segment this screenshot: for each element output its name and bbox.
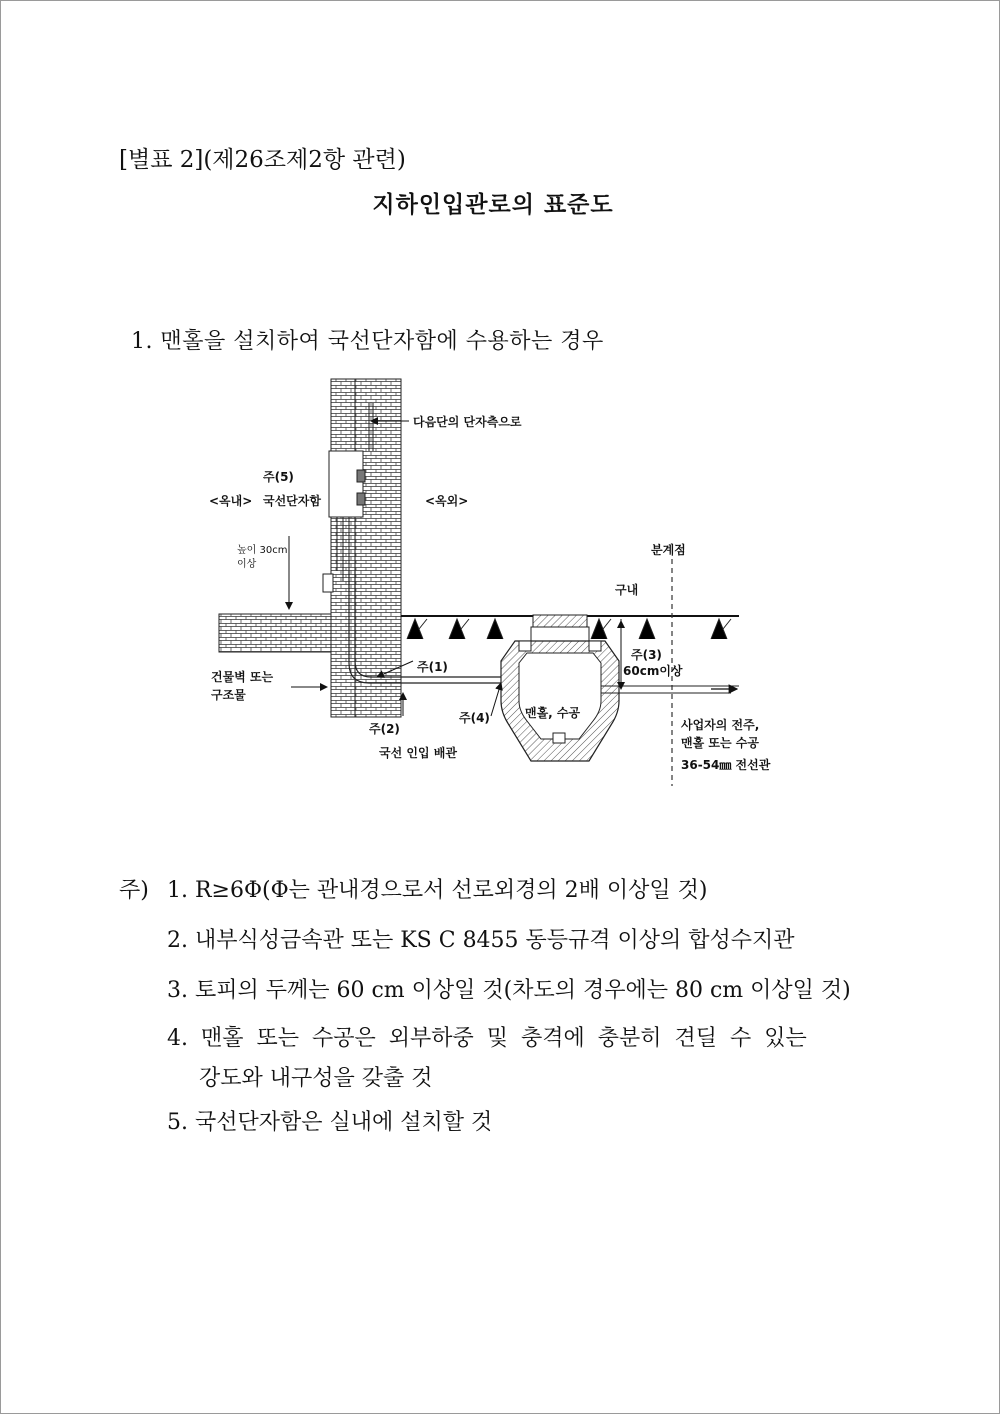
label-inlet-pipe: 국선 인입 배관	[379, 746, 457, 760]
label-manhole: 맨홀, 수공	[525, 706, 581, 720]
manhole-cover	[533, 615, 587, 627]
note-item-2: 2. 내부식성금속관 또는 KS C 8455 동등규격 이상의 합성수지관	[167, 928, 795, 953]
label-note3: 주(3)	[631, 648, 662, 662]
floor-slab	[219, 614, 331, 652]
note-item-5: 5. 국선단자함은 실내에 설치할 것	[167, 1110, 493, 1135]
manhole-collar-right	[589, 641, 601, 651]
terminal-connector-upper	[357, 470, 365, 482]
label-note2: 주(2)	[369, 722, 400, 736]
label-outdoor: <옥외>	[425, 494, 469, 508]
label-provider-line2: 맨홀 또는 수공	[681, 736, 759, 750]
label-depth: 60cm이상	[623, 664, 683, 678]
terminal-box-shape	[329, 451, 363, 517]
document-title	[1, 186, 1001, 219]
label-conduit: 36-54㎜ 전선관	[681, 758, 771, 772]
underground-conduit-diagram	[191, 371, 771, 796]
terminal-connector-lower	[357, 493, 365, 505]
label-indoor: <옥내>	[209, 494, 253, 508]
section-heading: 1. 맨홀을 설치하여 국선단자함에 수용하는 경우	[131, 329, 604, 354]
manhole-collar-left	[519, 641, 531, 651]
leader-note4	[491, 683, 501, 716]
manhole-neck	[531, 627, 589, 641]
annex-reference: [별표 2](제26조제2항 관련)	[119, 147, 406, 173]
label-building-line1: 건물벽 또는	[211, 670, 274, 684]
manhole-sump	[553, 733, 565, 743]
document-title-text: 지하인입관로의 표준도	[372, 191, 614, 218]
label-note5: 주(5)	[263, 470, 294, 484]
label-building-line2: 구조물	[211, 688, 246, 702]
label-height-line2: 이상	[237, 559, 257, 570]
notes-prefix: 주)	[119, 878, 149, 903]
note-item-3: 3. 토피의 두께는 60 cm 이상일 것(차도의 경우에는 80 cm 이상일 것)	[167, 978, 851, 1003]
manhole-cavity	[519, 653, 601, 739]
note-item-1: 1. R≥6Φ(Φ는 관내경으로서 선로외경의 2배 이상일 것)	[167, 878, 708, 903]
label-note4: 주(4)	[459, 711, 490, 725]
cable-clamp	[323, 574, 333, 592]
label-premises: 구내	[615, 583, 639, 597]
label-height-line1: 높이 30cm	[237, 545, 288, 556]
label-next-terminal: 다음단의 단자측으로	[413, 415, 522, 429]
note-item-4: 4. 맨홀 또는 수공은 외부하중 및 충격에 충분히 견딜 수 있는	[167, 1026, 807, 1051]
outer-brick-wall	[355, 379, 401, 717]
note-item-4-continued: 강도와 내구성을 갖출 것	[199, 1066, 433, 1091]
label-terminal-box: 국선단자함	[263, 494, 321, 508]
label-note1: 주(1)	[417, 660, 448, 674]
label-demarcation: 분계점	[651, 543, 686, 557]
label-provider-line1: 사업자의 전주,	[681, 718, 760, 732]
